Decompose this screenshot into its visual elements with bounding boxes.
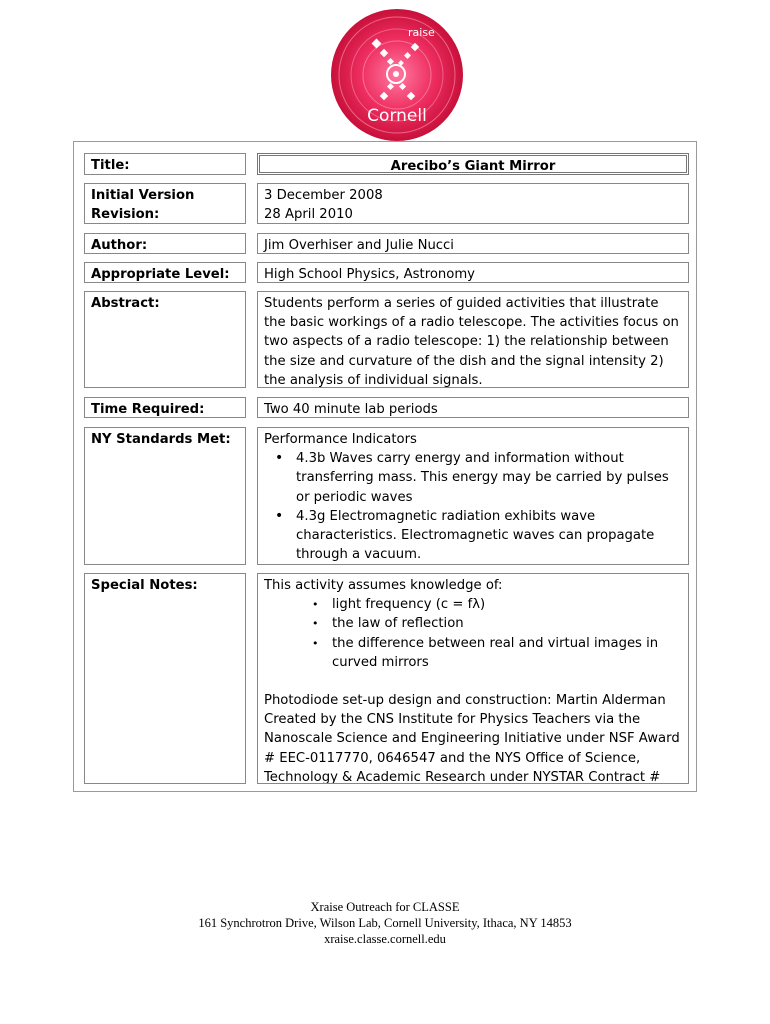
logo-raise-text: raise [408, 26, 435, 39]
list-item: • the law of reflection [264, 614, 682, 633]
notes-list [264, 595, 682, 672]
standards-list [264, 449, 682, 565]
notes-credits: Photodiode set-up design and construction: Martin Alderman Created by the CNS Institute for Physics Teachers via the Nanoscale Science and Engineering Initiative under NSF Award # EEC-0117770, 0646547 and the NYS Office of Science, Technology & Academic Research under NYSTAR Contract # [264, 693, 680, 784]
revision-value [257, 183, 689, 224]
abstract-label: Abstract: [84, 291, 246, 388]
revision-label: Initial Version Revision: [84, 183, 246, 224]
title-label: Title: [84, 153, 246, 175]
time-value: Two 40 minute lab periods [257, 397, 689, 418]
list-item: • the difference between real and virtual images in curved mirrors [264, 634, 682, 672]
footer-website: xraise.classe.cornell.edu [324, 932, 446, 946]
level-value: High School Physics, Astronomy [257, 262, 689, 283]
title-value: Arecibo’s Giant Mirror [257, 153, 689, 175]
footer-address: 161 Synchrotron Drive, Wilson Lab, Cornell University, Ithaca, NY 14853 [198, 916, 572, 930]
list-item: • light frequency (c = fλ) [264, 595, 682, 614]
revision-date-1: 3 December 2008 [264, 188, 383, 203]
standards-label: NY Standards Met: [84, 427, 246, 565]
revision-date-2: 28 April 2010 [264, 207, 353, 223]
standards-value [257, 427, 689, 565]
author-label: Author: [84, 233, 246, 254]
notes-value [257, 573, 689, 784]
xraise-cornell-logo [330, 8, 464, 142]
footer-org: Xraise Outreach for CLASSE [310, 900, 460, 914]
standards-heading: Performance Indicators [264, 432, 417, 447]
notes-label: Special Notes: [84, 573, 246, 784]
level-label: Appropriate Level: [84, 262, 246, 283]
list-item: • 4.3b Waves carry energy and information without transferring mass. This energy may be carried by pulses or periodic waves [264, 449, 682, 507]
author-value: Jim Overhiser and Julie Nucci [257, 233, 689, 254]
time-label: Time Required: [84, 397, 246, 418]
logo-cornell-text: Cornell [367, 106, 427, 126]
footer [0, 899, 770, 947]
abstract-value: Students perform a series of guided activities that illustrate the basic workings of a radio telescope. The activities focus on two aspects of a radio telescope: 1) the relationship between the size and curvature of the dish and the signal intensity 2) the analysis of individual signals. [257, 291, 689, 388]
list-item: • 4.3g Electromagnetic radiation exhibits wave characteristics. Electromagnetic waves can propagate through a vacuum. [264, 507, 682, 565]
list-item [264, 564, 682, 565]
notes-intro: This activity assumes knowledge of: [264, 578, 503, 593]
